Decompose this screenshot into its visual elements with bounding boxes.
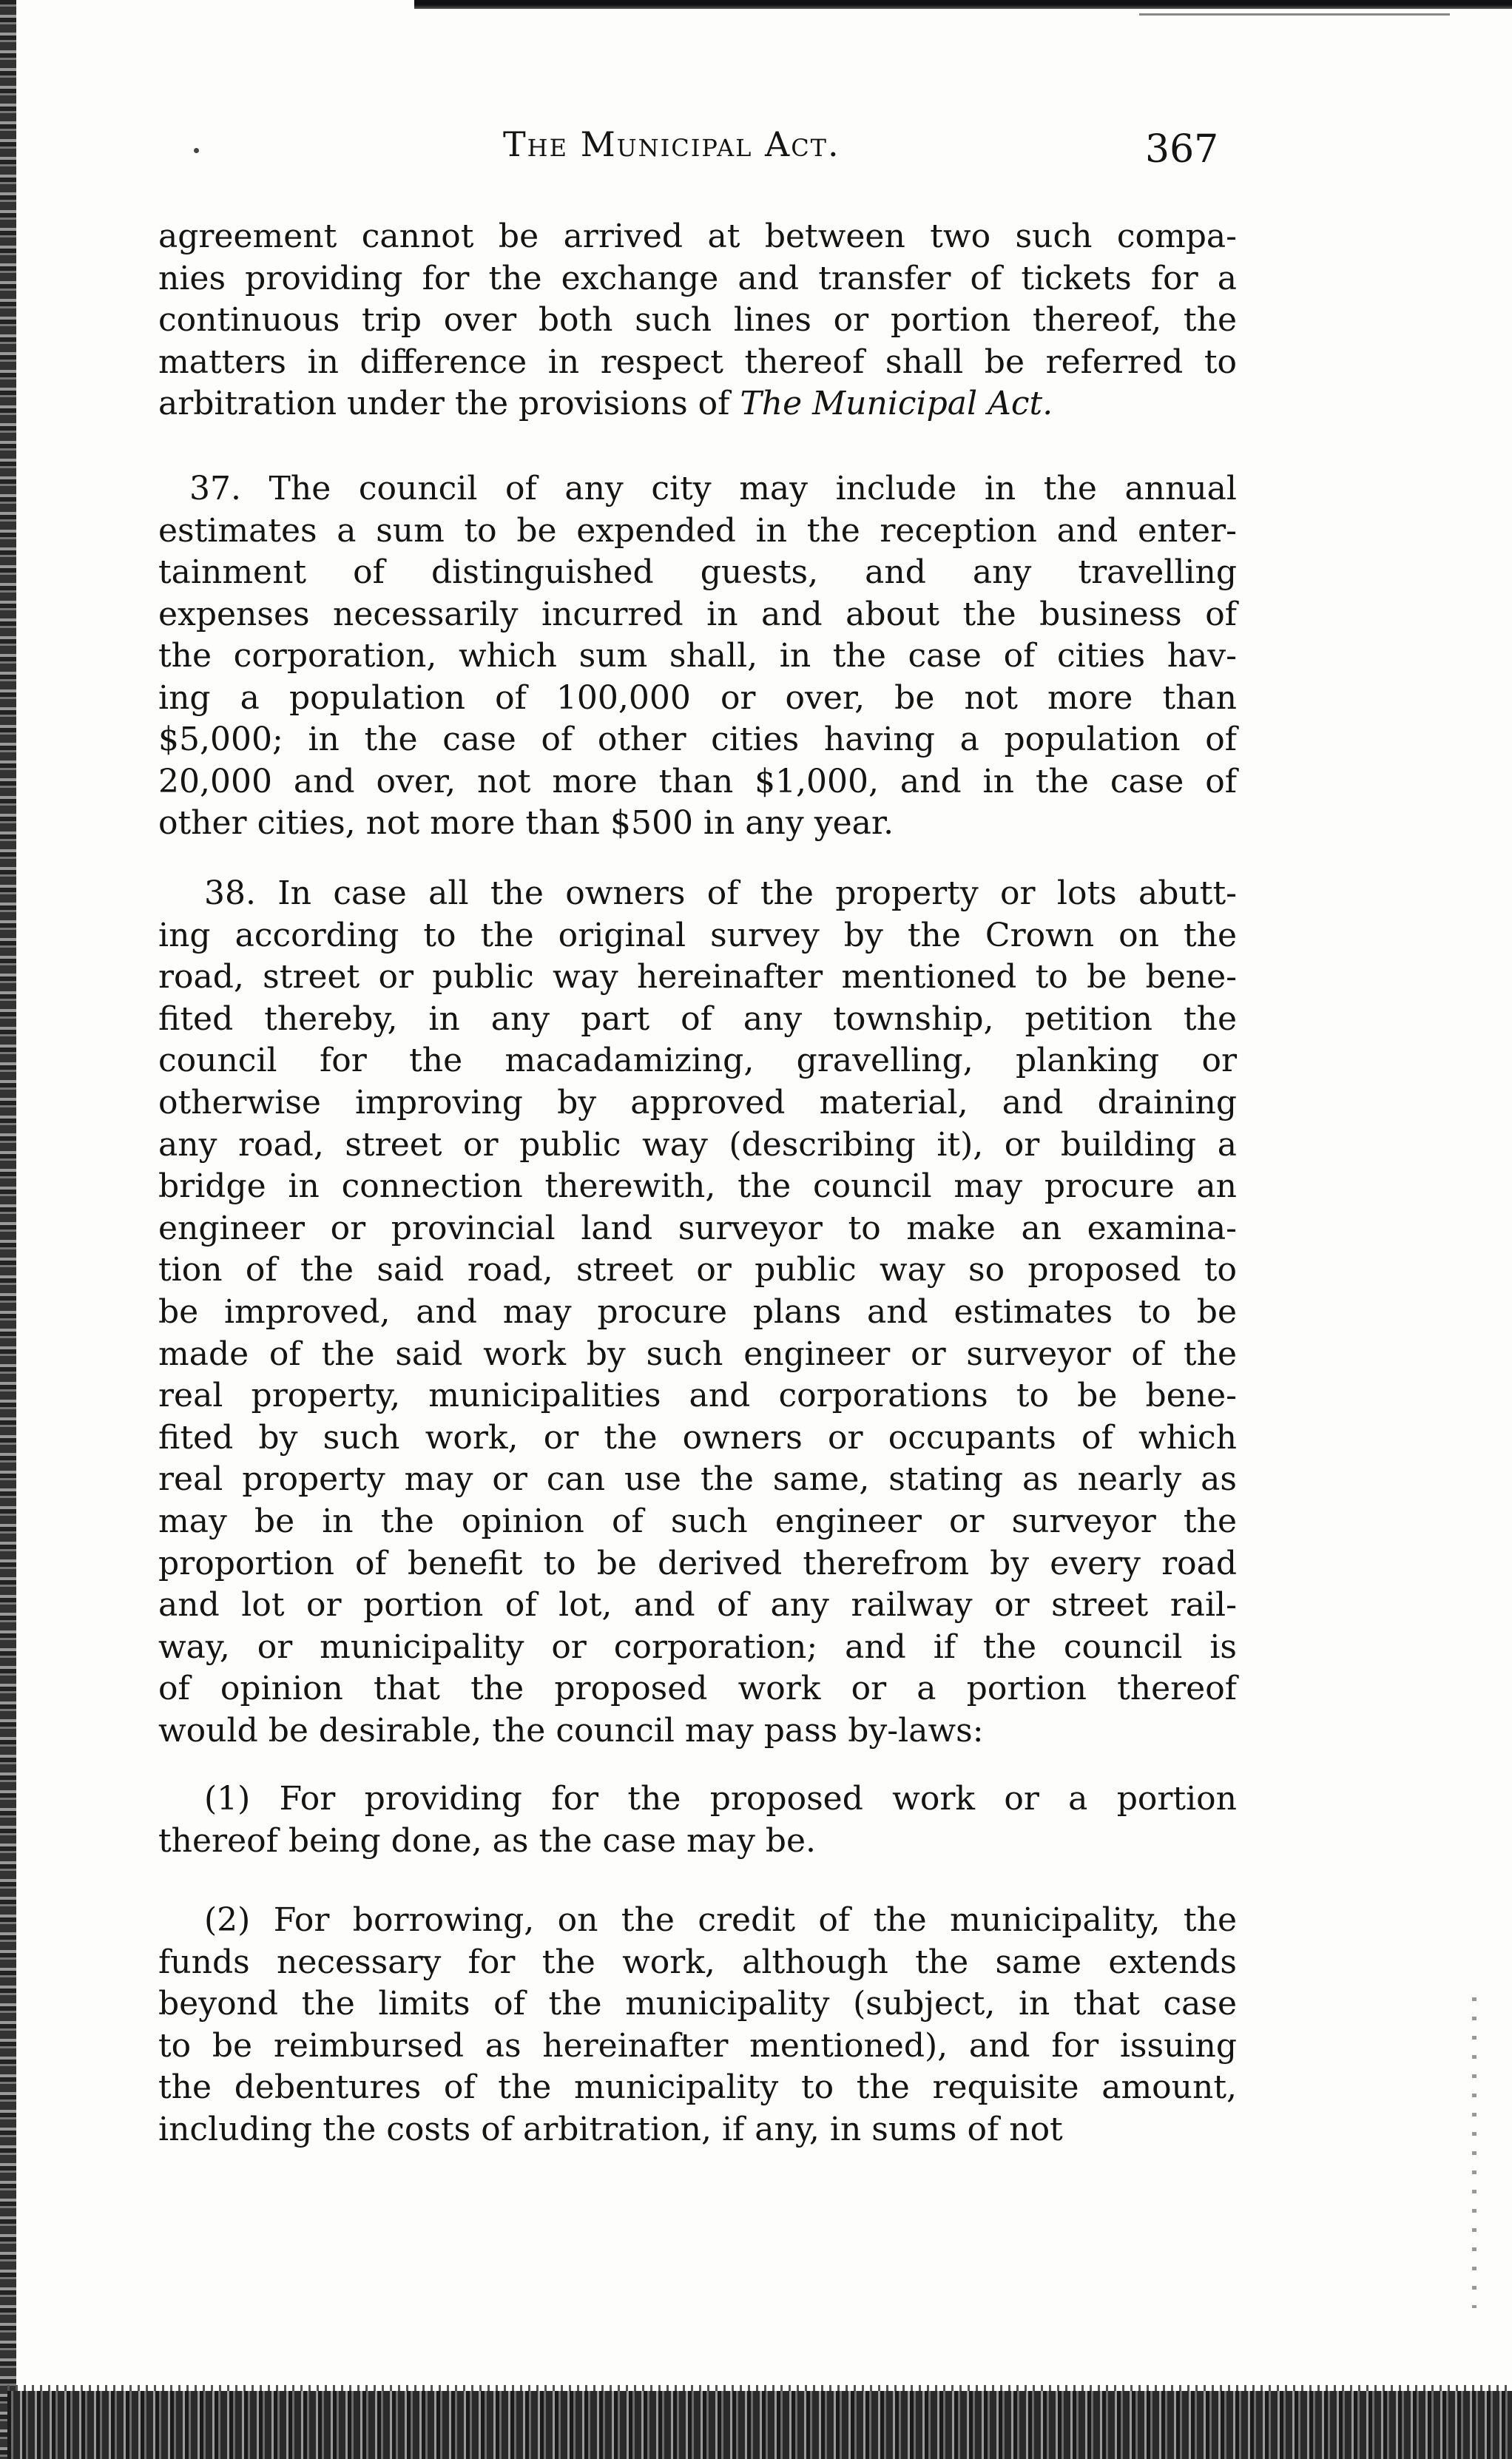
text-line: of opinion that the proposed work or a portion thereof	[158, 1670, 1237, 1707]
text-line: $5,000; in the case of other cities having a population of	[158, 721, 1237, 758]
text-line: tion of the said road, street or public way so proposed to	[158, 1251, 1237, 1289]
text-line: and lot or portion of lot, and of any railway or street rail-	[158, 1586, 1237, 1624]
text-line: other cities, not more than $500 in any year.	[158, 804, 894, 842]
text-line: to be reimbursed as hereinafter mentioned), and for issuing	[158, 2027, 1237, 2065]
text-line: real property may or can use the same, stating as nearly as	[158, 1460, 1237, 1498]
text-line: engineer or provincial land surveyor to make an examina-	[158, 1210, 1237, 1247]
page-number: 367	[1145, 127, 1219, 172]
header-dot	[194, 148, 199, 153]
text-line: be improved, and may procure plans and estimates to be	[158, 1293, 1237, 1331]
text-line: council for the macadamizing, gravelling, planking or	[158, 1042, 1237, 1079]
text-line: fited by such work, or the owners or occupants of which	[158, 1419, 1237, 1457]
text-line: 37. The council of any city may include in the annual	[189, 470, 1237, 507]
text-line: arbitration under the provisions of The Municipal Act.	[158, 385, 1053, 422]
running-header-title: The Municipal Act.	[503, 124, 840, 164]
text-line: otherwise improving by approved material, and draining	[158, 1084, 1237, 1121]
text-line: made of the said work by such engineer or surveyor of the	[158, 1335, 1237, 1373]
text-line: the debentures of the municipality to the requisite amount,	[158, 2068, 1237, 2106]
text-line: the corporation, which sum shall, in the case of cities hav-	[158, 637, 1237, 675]
text-line: (2) For borrowing, on the credit of the municipality, the	[204, 1901, 1237, 1939]
text-line: real property, municipalities and corporations to be bene-	[158, 1377, 1237, 1414]
text-line: would be desirable, the council may pass by-laws:	[158, 1712, 984, 1750]
text-line: road, street or public way hereinafter mentioned to be bene-	[158, 958, 1237, 996]
text-line: thereof being done, as the case may be.	[158, 1822, 816, 1860]
text-line: matters in difference in respect thereof shall be referred to	[158, 343, 1237, 381]
text-line: expenses necessarily incurred in and about the business of	[158, 596, 1237, 633]
text-line: (1) For providing for the proposed work or a portion	[204, 1780, 1237, 1818]
text-line: funds necessary for the work, although the same extends	[158, 1943, 1237, 1981]
text-line: proportion of benefit to be derived therefrom by every road	[158, 1545, 1237, 1582]
text-line: beyond the limits of the municipality (subject, in that case	[158, 1985, 1237, 2023]
text-line: any road, street or public way (describing it), or building a	[158, 1126, 1237, 1164]
text-line: estimates a sum to be expended in the reception and enter-	[158, 512, 1237, 550]
text-line: continuous trip over both such lines or portion thereof, the	[158, 301, 1237, 339]
text-line: including the costs of arbitration, if any, in sums of not	[158, 2111, 1063, 2148]
text-line: 20,000 and over, not more than $1,000, and in the case of	[158, 763, 1237, 800]
text-line: nies providing for the exchange and transfer of tickets for a	[158, 260, 1237, 297]
scan-top-edge-thin	[1139, 13, 1450, 16]
text-line: fited thereby, in any part of any township, petition the	[158, 1000, 1237, 1038]
scan-bottom-edge	[7, 2391, 1512, 2459]
text-line: way, or municipality or corporation; and if the council is	[158, 1628, 1237, 1666]
scan-top-edge	[414, 0, 1512, 9]
scan-right-specks	[1472, 1997, 1476, 2308]
text-line: may be in the opinion of such engineer or surveyor the	[158, 1502, 1237, 1540]
text-line: tainment of distinguished guests, and any travelling	[158, 553, 1237, 591]
text-line: bridge in connection therewith, the council may procure an	[158, 1167, 1237, 1205]
text-line: ing a population of 100,000 or over, be not more than	[158, 679, 1237, 717]
text-line: agreement cannot be arrived at between two such compa-	[158, 217, 1237, 255]
text-line: 38. In case all the owners of the property or lots abutt-	[204, 874, 1237, 912]
text-line: ing according to the original survey by the Crown on the	[158, 917, 1237, 954]
scan-left-edge	[0, 0, 16, 2459]
